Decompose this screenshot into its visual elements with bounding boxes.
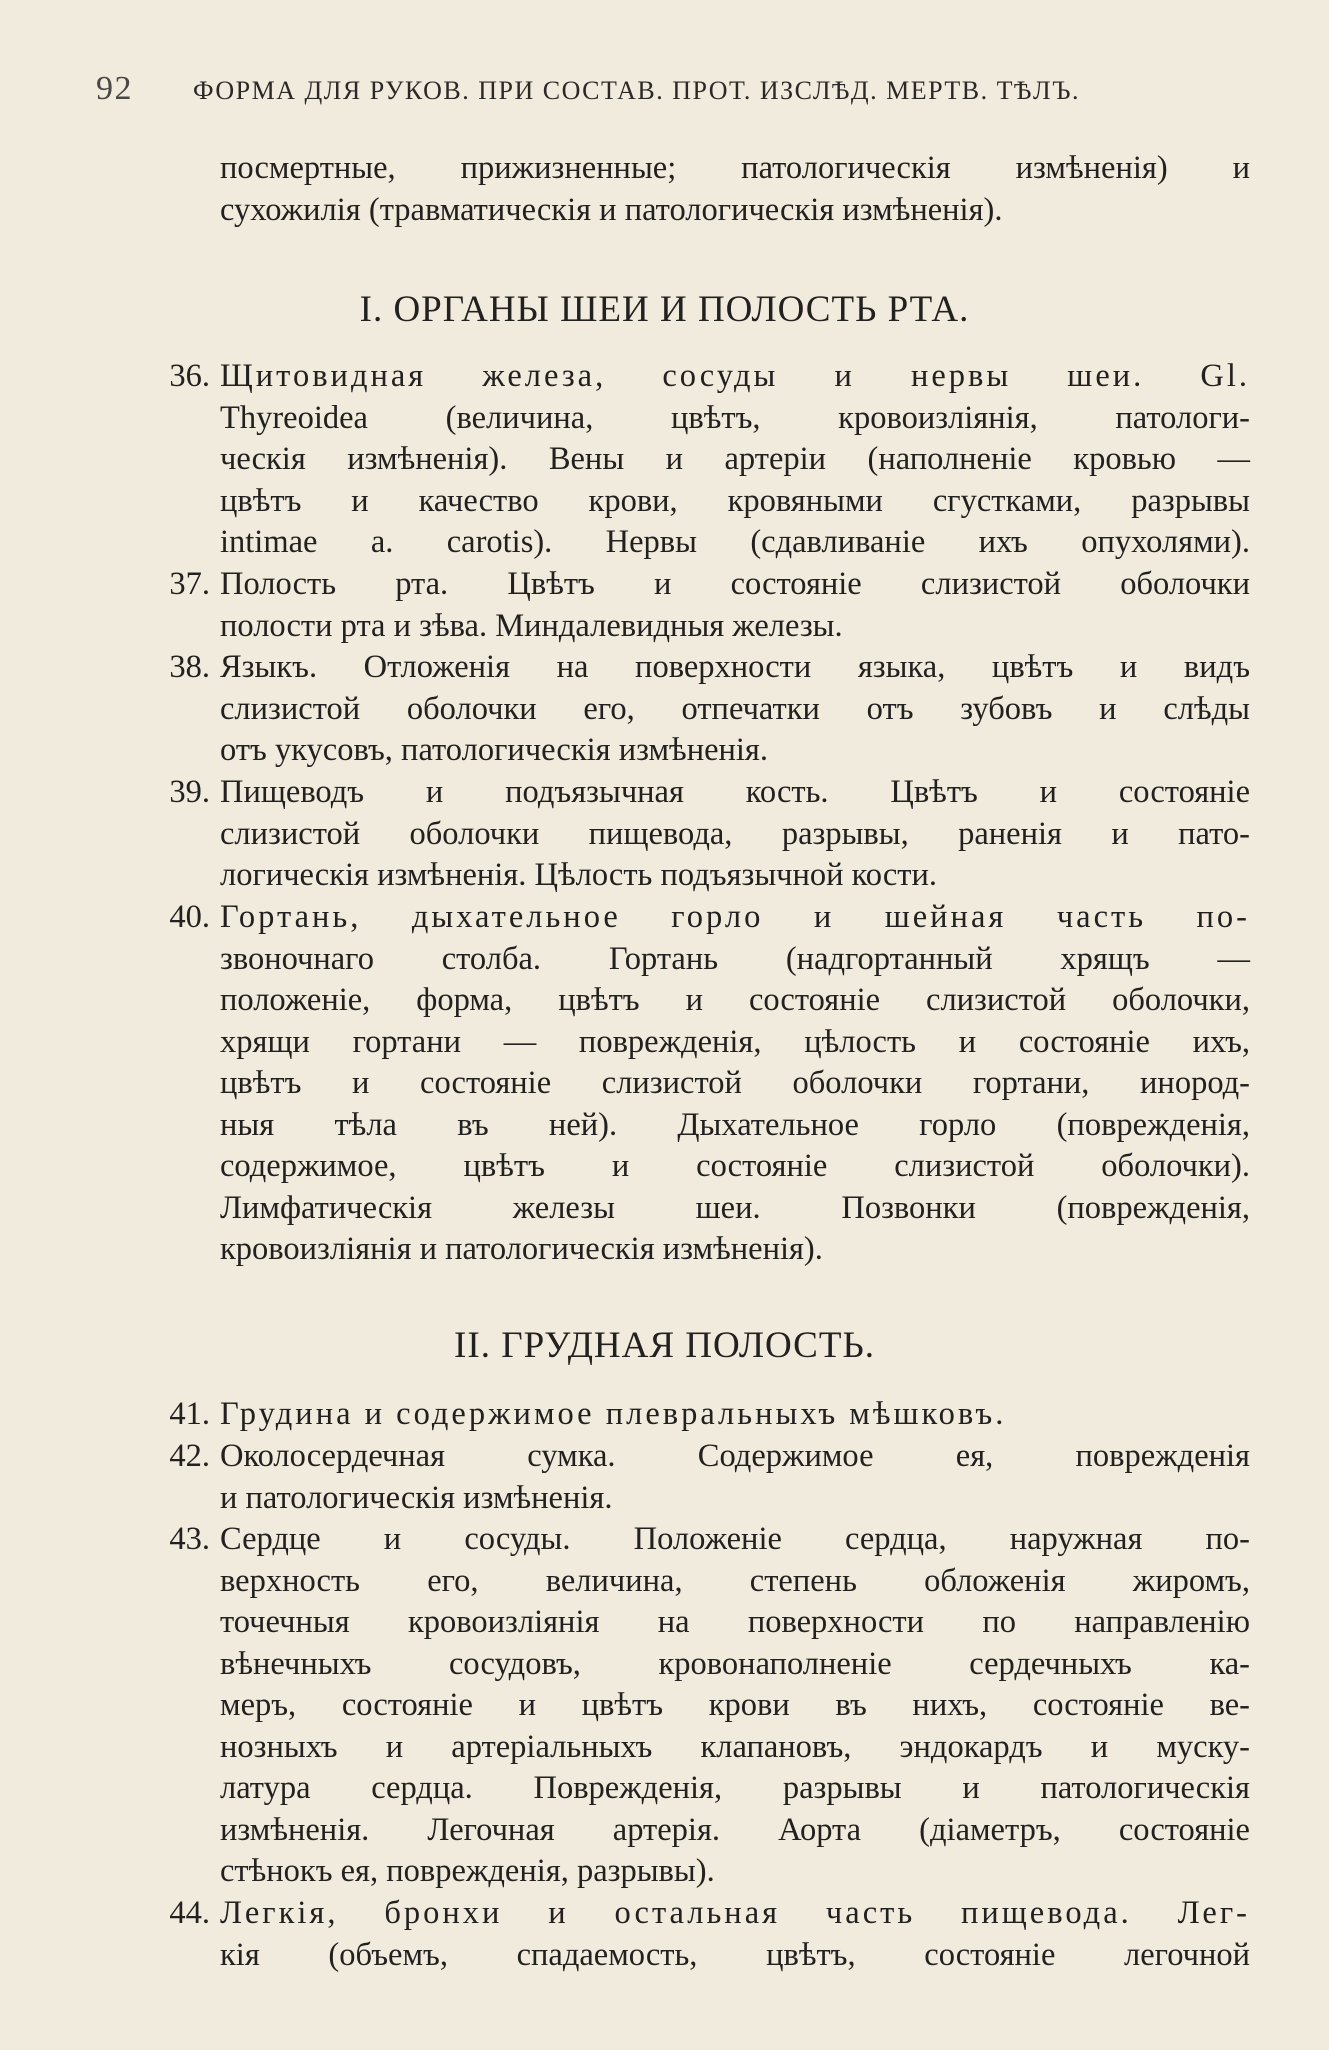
text-line: кія (объемъ, спадаемость, цвѣтъ, состояніе легочной — [220, 1936, 1250, 1973]
item-text — [220, 564, 1250, 647]
text-line: сухожилія (травматическія и патологическія измѣненія). — [220, 191, 1003, 228]
item-number: 42. — [169, 1438, 210, 1474]
text-line: и патологическія измѣненія. — [220, 1479, 613, 1516]
text-line: Пищеводъ и подъязычная кость. Цвѣтъ и состояніе — [220, 774, 1250, 810]
text-line: слизистой оболочки его, отпечатки отъ зубовъ и слѣды — [220, 690, 1250, 727]
text-line: Гортань, дыхательное горло и шейная часть по- — [220, 899, 1250, 935]
text-line: ческія измѣненія). Вены и артеріи (наполненіе кровью — — [220, 441, 1250, 477]
text-line: intimae a. carotis). Нервы (сдавливаніе ихъ опухолями). — [220, 524, 1250, 560]
text-line: нозныхъ и артеріальныхъ клапановъ, эндокардъ и муску- — [220, 1728, 1250, 1765]
item-number: 38. — [169, 649, 210, 685]
item-text — [220, 356, 1250, 564]
text-line: содержимое, цвѣтъ и состояніе слизистой оболочки). — [220, 1148, 1250, 1184]
item-text — [220, 897, 1250, 1271]
item-number: 36. — [169, 358, 210, 394]
page-number: 92 — [96, 70, 133, 107]
item-number: 43. — [169, 1521, 210, 1557]
text-line: посмертные, прижизненные; патологическія измѣненія) и — [220, 150, 1250, 186]
item-text — [220, 1436, 1250, 1519]
item-number: 44. — [169, 1895, 210, 1931]
text-line: Языкъ. Отложенія на поверхности языка, цвѣтъ и видъ — [220, 649, 1250, 685]
text-line: меръ, состояніе и цвѣтъ крови въ нихъ, состояніе ве- — [220, 1687, 1250, 1723]
text-line: цвѣтъ и качество крови, кровяными сгустками, разрывы — [220, 482, 1250, 519]
text-line: отъ укусовъ, патологическія измѣненія. — [220, 732, 769, 768]
item-text — [220, 1893, 1250, 1976]
text-line: слизистой оболочки пищевода, разрывы, раненія и пато- — [220, 815, 1250, 852]
text-line: полости рта и зѣва. Миндалевидныя железы. — [220, 607, 843, 644]
item-number: 40. — [169, 899, 210, 935]
text-line: кровоизліянія и патологическія измѣненія). — [220, 1231, 823, 1267]
running-head — [96, 70, 1246, 108]
text-line: ныя тѣла въ ней). Дыхательное горло (поврежденія, — [220, 1106, 1250, 1143]
section-heading-chest: II. ГРУДНАЯ ПОЛОСТЬ. — [454, 1325, 875, 1366]
item-number: 37. — [169, 566, 210, 602]
text-line: вѣнечныхъ сосудовъ, кровонаполненіе сердечныхъ ка- — [220, 1645, 1250, 1682]
text-line: точечныя кровоизліянія на поверхности по направленію — [220, 1604, 1250, 1640]
text-line: Щитовидная железа, сосуды и нервы шеи. Gl. — [220, 358, 1250, 394]
item-text — [220, 772, 1250, 897]
text-line: верхность его, величина, степень обложенія жиромъ, — [220, 1562, 1250, 1599]
text-line: Лимфатическія железы шеи. Позвонки (поврежденія, — [220, 1189, 1250, 1226]
intro-paragraph — [220, 148, 1250, 231]
item-number: 41. — [169, 1396, 210, 1432]
item-number: 39. — [169, 774, 210, 810]
item-text — [220, 1394, 1250, 1436]
text-line: стѣнокъ ея, поврежденія, разрывы). — [220, 1853, 715, 1889]
running-title: ФОРМА ДЛЯ РУКОВ. ПРИ СОСТАВ. ПРОТ. ИЗСЛѢД. МЕРТВ. ТѢЛЪ. — [193, 76, 1080, 105]
item-text — [220, 1519, 1250, 1893]
text-line: звоночнаго столба. Гортань (надгортанный хрящъ — — [220, 940, 1250, 977]
text-line: Сердце и сосуды. Положеніе сердца, наружная по- — [220, 1521, 1250, 1557]
text-line: Грудина и содержимое плевральныхъ мѣшковъ. — [220, 1396, 1007, 1432]
text-line: измѣненія. Легочная артерія. Аорта (діаметръ, состояніе — [220, 1811, 1250, 1848]
text-line: латура сердца. Поврежденія, разрывы и патологическія — [220, 1770, 1250, 1806]
item-text — [220, 647, 1250, 772]
text-line: логическія измѣненія. Цѣлость подъязычной кости. — [220, 857, 937, 893]
text-line: хрящи гортани — поврежденія, цѣлость и состояніе ихъ, — [220, 1023, 1250, 1060]
text-line: Околосердечная сумка. Содержимое ея, поврежденія — [220, 1438, 1250, 1474]
text-line: Легкія, бронхи и остальная часть пищевода. Лег- — [220, 1895, 1250, 1931]
text-line: Полость рта. Цвѣтъ и состояніе слизистой оболочки — [220, 566, 1250, 602]
text-line: положеніе, форма, цвѣтъ и состояніе слизистой оболочки, — [220, 982, 1250, 1018]
section-heading-neck-mouth: I. ОРГАНЫ ШЕИ И ПОЛОСТЬ РТА. — [359, 289, 970, 330]
text-line: Thyreoidea (величина, цвѣтъ, кровоизліянія, патологи- — [220, 399, 1250, 436]
text-line: цвѣтъ и состояніе слизистой оболочки гортани, инород- — [220, 1065, 1250, 1101]
